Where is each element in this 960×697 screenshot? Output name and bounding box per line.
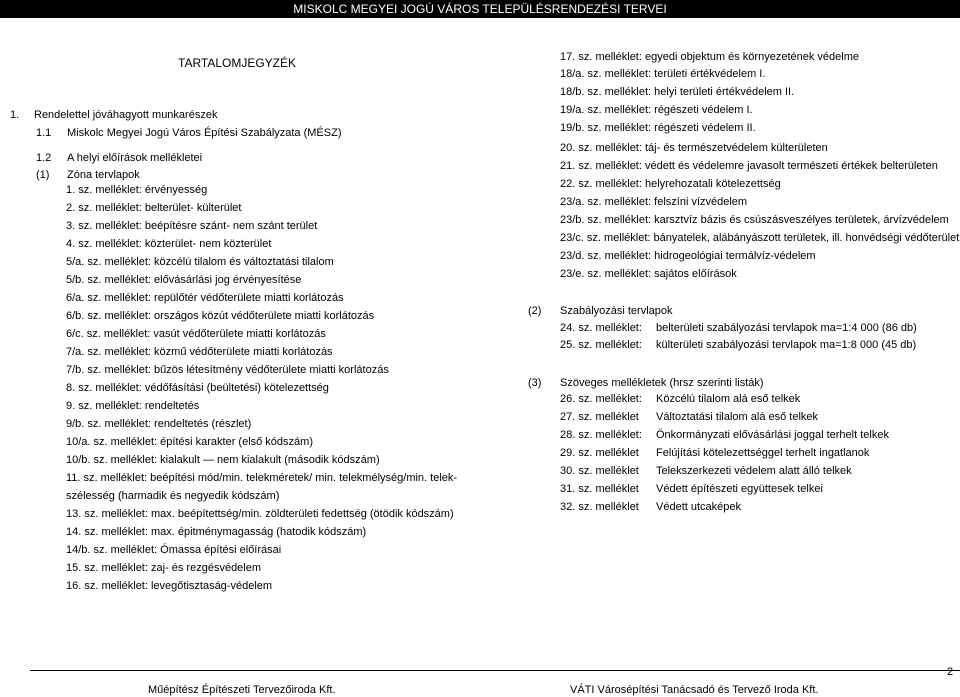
section-1-2-title: A helyi előírások mellékletei xyxy=(67,152,203,164)
annex-description: Védett utcaképek xyxy=(656,501,742,513)
annex-description: Önkormányzati elővásárlási joggal terhelt telkek xyxy=(656,429,889,441)
toc-entry: 18/a. sz. melléklet: területi értékvédelem I. xyxy=(560,68,766,80)
section-1-1-number: 1.1 xyxy=(36,127,52,139)
toc-entry: 2. sz. melléklet: belterület- külterület xyxy=(66,202,242,214)
annex-label: 32. sz. melléklet xyxy=(560,501,639,513)
zone-2-number: (2) xyxy=(528,305,542,317)
toc-entry: 3. sz. melléklet: beépítésre szánt- nem szánt terület xyxy=(66,220,318,232)
annex-label: 31. sz. melléklet xyxy=(560,483,639,495)
toc-entry: 21. sz. melléklet: védett és védelemre javasolt természeti értékek belterületen xyxy=(560,160,938,172)
toc-entry: 6/b. sz. melléklet: országos közút védőterülete miatti korlátozás xyxy=(66,310,375,322)
toc-entry: 19/b. sz. melléklet: régészeti védelem II. xyxy=(560,122,756,134)
header-title: MISKOLC MEGYEI JOGÚ VÁROS TELEPÜLÉSRENDEZÉSI TERVEI xyxy=(293,2,667,16)
annex-description: Változtatási tilalom alá eső telkek xyxy=(656,411,819,423)
toc-entry: 1. sz. melléklet: érvényesség xyxy=(66,184,208,196)
annex-label: 27. sz. melléklet xyxy=(560,411,639,423)
zone-3-title: Szöveges mellékletek (hrsz szerinti listák) xyxy=(560,377,764,389)
zone-1-title: Zóna tervlapok xyxy=(67,169,140,181)
page-header xyxy=(0,0,960,18)
annex-description: belterületi szabályozási tervlapok ma=1:4 000 (86 db) xyxy=(656,322,917,334)
toc-entry: 5/b. sz. melléklet: elővásárlási jog érvényesítése xyxy=(66,274,302,286)
annex-description: Felújítási kötelezettséggel terhelt ingatlanok xyxy=(656,447,870,459)
toc-entry: 23/b. sz. melléklet: karsztvíz bázis és csúszásveszélyes területek, árvízvédelem xyxy=(560,214,949,226)
annex-label: 26. sz. melléklet: xyxy=(560,393,642,405)
toc-entry: 9/b. sz. melléklet: rendeltetés (részlet) xyxy=(66,418,252,430)
annex-description: Közcélú tilalom alá eső telkek xyxy=(656,393,801,405)
annex-description: Védett építészeti együttesek telkei xyxy=(656,483,823,495)
toc-entry: 16. sz. melléklet: levegőtisztaság-védelem xyxy=(66,580,273,592)
toc-entry: 10/a. sz. melléklet: építési karakter (első kódszám) xyxy=(66,436,313,448)
toc-entry: 7/b. sz. melléklet: bűzös létesítmény védőterülete miatti korlátozás xyxy=(66,364,389,376)
toc-entry: 14/b. sz. melléklet: Ómassa építési előírásai xyxy=(66,544,282,556)
toc-entry: 9. sz. melléklet: rendeltetés xyxy=(66,400,200,412)
annex-description: külterületi szabályozási tervlapok ma=1:8 000 (45 db) xyxy=(656,339,917,351)
annex-label: 24. sz. melléklet: xyxy=(560,322,642,334)
footer-rule xyxy=(30,670,960,671)
page-number: 2 xyxy=(947,666,954,678)
toc-entry: 23/c. sz. melléklet: bányatelek, alábányászott területek, ill. honvédségi védőterület xyxy=(560,232,960,244)
annex-label: 25. sz. melléklet: xyxy=(560,339,642,351)
toc-heading: TARTALOMJEGYZÉK xyxy=(178,56,297,70)
toc-entry: 14. sz. melléklet: max. épitménymagasság (hatodik kódszám) xyxy=(66,526,367,538)
toc-entry: 6/c. sz. melléklet: vasút védőterülete miatti korlátozás xyxy=(66,328,326,340)
section-1-2-number: 1.2 xyxy=(36,152,52,164)
toc-entry: 23/e. sz. melléklet: sajátos előírások xyxy=(560,268,737,280)
toc-entry: 17. sz. melléklet: egyedi objektum és környezetének védelme xyxy=(560,51,859,63)
toc-entry: 18/b. sz. melléklet: helyi területi értékvédelem II. xyxy=(560,86,795,98)
annex-description: Telekszerkezeti védelem alatt álló telkek xyxy=(656,465,852,477)
footer-left: Műépítész Építészeti Tervezőiroda Kft. xyxy=(148,684,336,696)
toc-entry: 5/a. sz. melléklet: közcélú tilalom és változtatási tilalom xyxy=(66,256,334,268)
toc-entry: 20. sz. melléklet: táj- és természetvédelem külterületen xyxy=(560,142,828,154)
toc-entry: 13. sz. melléklet: max. beépítettség/min. zöldterületi fedettség (ötödik kódszám) xyxy=(66,508,454,520)
annex-label: 29. sz. melléklet xyxy=(560,447,639,459)
zone-1-number: (1) xyxy=(36,169,50,181)
toc-entry: 4. sz. melléklet: közterület- nem közterület xyxy=(66,238,272,250)
toc-entry: 11. sz. melléklet: beépítési mód/min. telekméretek/ min. telekmélység/min. telek- xyxy=(66,472,458,484)
toc-entry: 8. sz. melléklet: védőfásítási (beültetési) kötelezettség xyxy=(66,382,329,394)
section-1-1-title: Miskolc Megyei Jogú Város Építési Szabályzata (MÉSZ) xyxy=(67,127,342,139)
section-1-number: 1. xyxy=(10,109,20,121)
toc-entry: szélesség (harmadik és negyedik kódszám) xyxy=(66,490,280,502)
footer-right: VÁTI Városépítési Tanácsadó és Tervező Iroda Kft. xyxy=(570,684,819,696)
toc-entry: 23/a. sz. melléklet: felszíni vízvédelem xyxy=(560,196,748,208)
toc-entry: 15. sz. melléklet: zaj- és rezgésvédelem xyxy=(66,562,262,574)
zone-2-title: Szabályozási tervlapok xyxy=(560,305,673,317)
annex-label: 30. sz. melléklet xyxy=(560,465,639,477)
section-1-title: Rendelettel jóváhagyott munkarészek xyxy=(34,109,218,121)
annex-label: 28. sz. melléklet: xyxy=(560,429,642,441)
toc-entry: 6/a. sz. melléklet: repülőtér védőterülete miatti korlátozás xyxy=(66,292,344,304)
zone-3-number: (3) xyxy=(528,377,542,389)
toc-entry: 23/d. sz. melléklet: hidrogeológiai termálvíz-védelem xyxy=(560,250,816,262)
toc-entry: 22. sz. melléklet: helyrehozatali kötelezettség xyxy=(560,178,781,190)
toc-entry: 19/a. sz. melléklet: régészeti védelem I. xyxy=(560,104,753,116)
toc-entry: 7/a. sz. melléklet: közmű védőterülete miatti korlátozás xyxy=(66,346,333,358)
toc-entry: 10/b. sz. melléklet: kialakult — nem kialakult (második kódszám) xyxy=(66,454,380,466)
